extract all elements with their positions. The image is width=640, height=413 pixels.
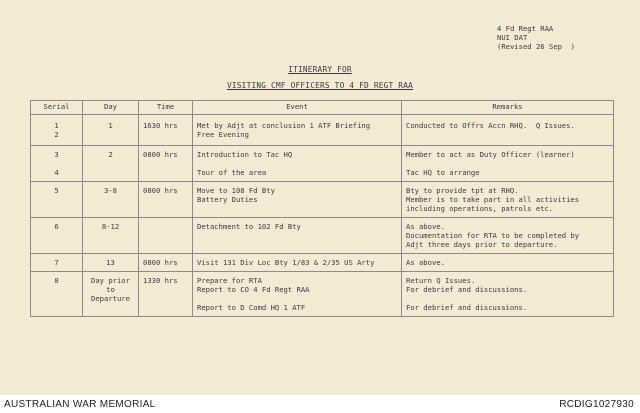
- cell-line: Report to CO 4 Fd Regt RAA: [197, 285, 310, 294]
- cell-line: Day prior: [91, 276, 130, 285]
- cell-line: Move to 108 Fd Bty: [197, 186, 275, 195]
- cell-event: [193, 115, 402, 146]
- cell-line: Bty to provide tpt at RHQ.: [406, 186, 519, 195]
- cell-serial: [31, 182, 83, 218]
- cell-line: 0800 hrs: [143, 186, 178, 195]
- cell-line: to: [106, 285, 115, 294]
- column-header-serial: Serial: [31, 101, 83, 115]
- table-row: [31, 115, 614, 146]
- cell-day: [83, 272, 139, 317]
- column-header-event: Event: [193, 101, 402, 115]
- cell-remarks: [402, 146, 614, 182]
- cell-line: 5: [54, 186, 59, 195]
- cell-line: 1330 hrs: [143, 276, 178, 285]
- table-row: [31, 254, 614, 272]
- cell-line: Battery Duties: [197, 195, 258, 204]
- cell-line: Free Evening: [197, 130, 249, 139]
- cell-line: 6: [54, 222, 59, 231]
- cell-line: Return Q Issues.: [406, 276, 476, 285]
- cell-line: 0800 hrs: [143, 258, 178, 267]
- cell-line: Conducted to Offrs Accn RHQ. Q Issues.: [406, 121, 575, 130]
- cell-line: [406, 294, 609, 303]
- cell-line: 4: [54, 168, 59, 177]
- cell-line: Tour of the area: [197, 168, 267, 177]
- column-header-day: Day: [83, 101, 139, 115]
- cell-line: 7: [54, 258, 59, 267]
- cell-line: 3-8: [104, 186, 117, 195]
- cell-time: [139, 254, 193, 272]
- table-header-row: [31, 101, 614, 115]
- cell-line: 13: [106, 258, 115, 267]
- cell-time: [139, 272, 193, 317]
- cell-line: 2: [54, 130, 59, 139]
- unit-name: 4 Fd Regt RAA: [497, 24, 554, 33]
- table-row: [31, 272, 614, 317]
- cell-line: Prepare for RTA: [197, 276, 262, 285]
- itinerary-table: [30, 100, 614, 317]
- table-row: [31, 218, 614, 254]
- cell-line: including operations, patrols etc.: [406, 204, 554, 213]
- cell-line: Member is to take part in all activities: [406, 195, 580, 204]
- cell-serial: [31, 146, 83, 182]
- cell-line: Introduction to Tac HQ: [197, 150, 293, 159]
- table-row: [31, 146, 614, 182]
- location-name: NUI DAT: [497, 33, 528, 42]
- cell-line: [35, 159, 78, 168]
- cell-line: 0800 hrs: [143, 150, 178, 159]
- cell-serial: [31, 272, 83, 317]
- cell-line: Report to D Comd HQ 1 ATF: [197, 303, 306, 312]
- cell-line: 1: [54, 121, 59, 130]
- cell-day: [83, 182, 139, 218]
- cell-line: As above.: [406, 222, 445, 231]
- cell-line: Visit 131 Div Loc Bty 1/83 & 2/35 US Arty: [197, 258, 375, 267]
- revision-date: (Revised 26 Sep ): [497, 42, 575, 51]
- footer-record-id: RCDIG1027930: [559, 399, 634, 410]
- cell-line: [406, 159, 609, 168]
- cell-line: 1630 hrs: [143, 121, 178, 130]
- cell-line: 8: [54, 276, 59, 285]
- document-subtitle: VISITING CMF OFFICERS TO 4 FD REGT RAA: [227, 81, 413, 90]
- cell-line: 8-12: [101, 222, 120, 231]
- cell-day: [83, 146, 139, 182]
- cell-remarks: [402, 182, 614, 218]
- cell-time: [139, 146, 193, 182]
- cell-line: For debrief and discussions.: [406, 303, 528, 312]
- cell-line: As above.: [406, 258, 445, 267]
- cell-line: 2: [108, 150, 113, 159]
- cell-day: [83, 254, 139, 272]
- cell-event: [193, 146, 402, 182]
- cell-time: [139, 182, 193, 218]
- header-reference: [497, 24, 575, 51]
- cell-line: [197, 159, 397, 168]
- cell-remarks: [402, 115, 614, 146]
- cell-remarks: [402, 254, 614, 272]
- cell-line: Departure: [91, 294, 130, 303]
- cell-serial: [31, 218, 83, 254]
- cell-event: [193, 182, 402, 218]
- cell-event: [193, 272, 402, 317]
- table-row: [31, 182, 614, 218]
- cell-event: [193, 218, 402, 254]
- cell-line: [197, 294, 397, 303]
- cell-line: Detachment to 102 Fd Bty: [197, 222, 301, 231]
- cell-line: Met by Adjt at conclusion 1 ATF Briefing: [197, 121, 371, 130]
- cell-time: [139, 218, 193, 254]
- cell-event: [193, 254, 402, 272]
- cell-day: [83, 115, 139, 146]
- cell-remarks: [402, 218, 614, 254]
- cell-time: [139, 115, 193, 146]
- footer-institution: AUSTRALIAN WAR MEMORIAL: [4, 399, 156, 410]
- cell-line: For debrief and discussions.: [406, 285, 528, 294]
- cell-remarks: [402, 272, 614, 317]
- archive-footer: [0, 395, 640, 413]
- column-header-time: Time: [139, 101, 193, 115]
- cell-line: 1: [108, 121, 113, 130]
- document-title: ITINERARY FOR: [288, 65, 352, 74]
- cell-serial: [31, 115, 83, 146]
- cell-line: Documentation for RTA to be completed by: [406, 231, 580, 240]
- cell-line: Tac HQ to arrange: [406, 168, 480, 177]
- cell-line: Adjt three days prior to departure.: [406, 240, 558, 249]
- column-header-remarks: Remarks: [402, 101, 614, 115]
- cell-line: [143, 222, 188, 231]
- cell-line: 3: [54, 150, 59, 159]
- cell-serial: [31, 254, 83, 272]
- cell-line: Member to act as Duty Officer (learner): [406, 150, 575, 159]
- cell-day: [83, 218, 139, 254]
